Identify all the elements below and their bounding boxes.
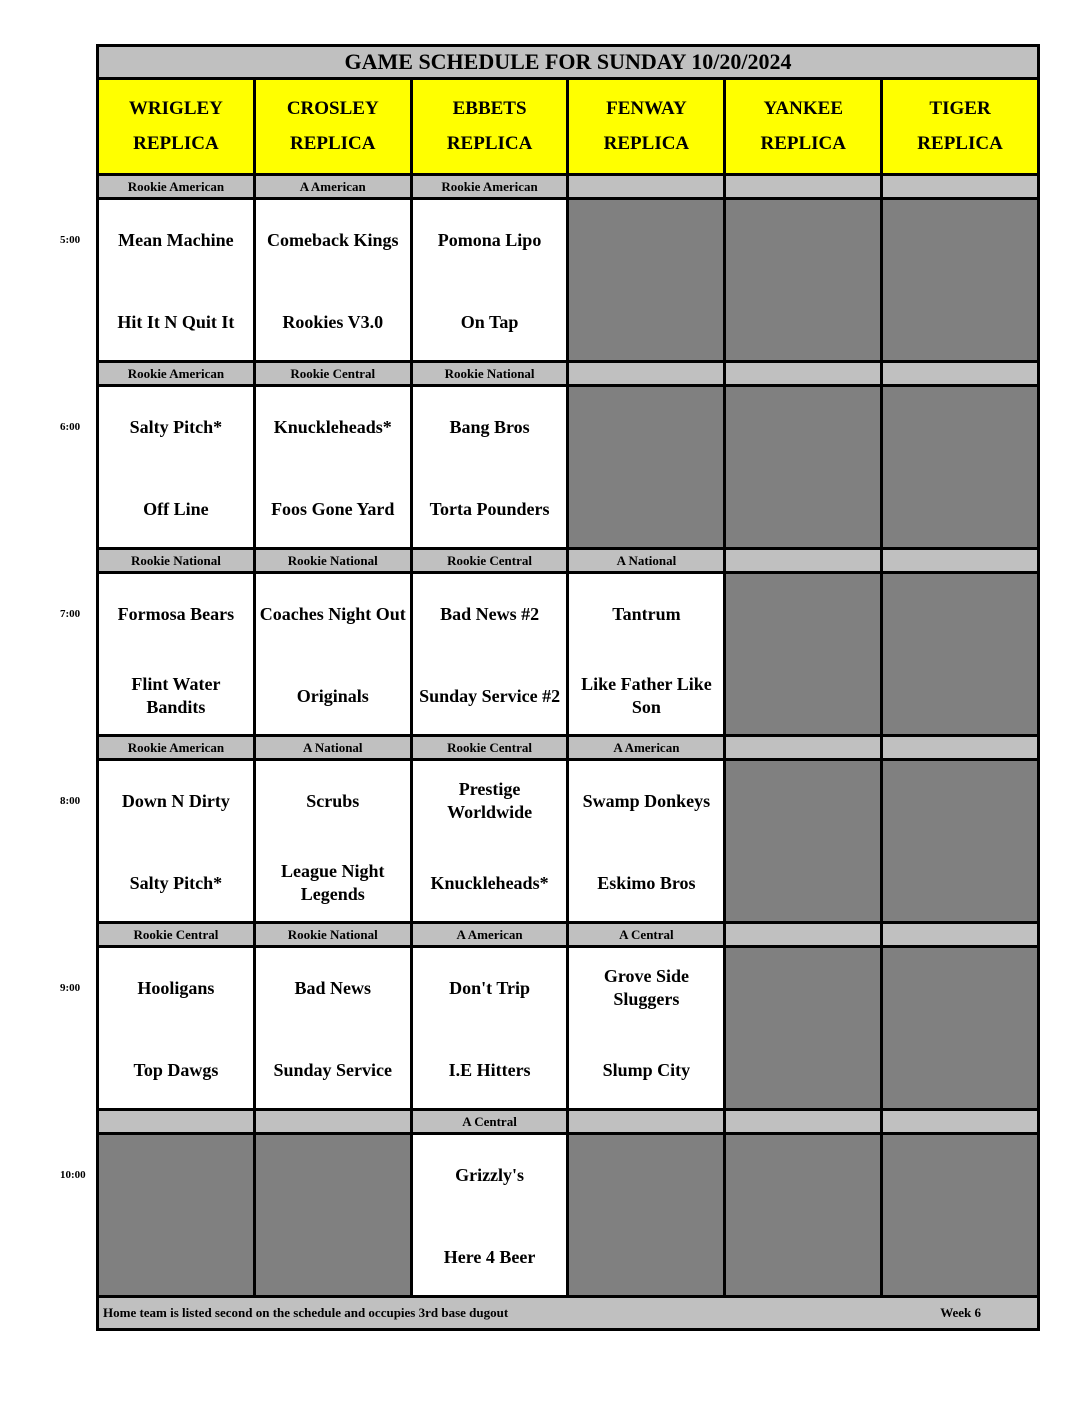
division-label [883, 363, 1037, 384]
time-slot [99, 176, 1037, 363]
division-label: Rookie National [413, 363, 570, 384]
home-team: Sunday Service #2 [419, 685, 561, 706]
field-type: REPLICA [917, 132, 1003, 154]
game-row [99, 387, 1037, 550]
division-label [569, 363, 726, 384]
game-cell [569, 574, 726, 734]
unused-field-cell [883, 761, 1037, 921]
field-header-wrigley [99, 80, 256, 173]
away-team: Tantrum [612, 603, 681, 624]
game-cell [256, 948, 413, 1108]
game-cell [99, 574, 256, 734]
game-cell [256, 761, 413, 921]
game-cell [413, 387, 570, 547]
time-label: 10:00 [60, 1169, 86, 1181]
game-cell [99, 761, 256, 921]
division-label: A Central [413, 1111, 570, 1132]
unused-field-cell [883, 574, 1037, 734]
unused-field-cell [726, 761, 883, 921]
home-team: Slump City [602, 1059, 691, 1080]
division-label: A National [569, 550, 726, 571]
away-team: Swamp Donkeys [582, 790, 711, 811]
field-name: YANKEE [763, 98, 843, 120]
division-label: A American [413, 924, 570, 945]
unused-field-cell [726, 1135, 883, 1295]
division-label: Rookie Central [256, 363, 413, 384]
game-cell [569, 761, 726, 921]
away-team: Grizzly's [455, 1164, 525, 1185]
field-type: REPLICA [446, 132, 533, 154]
division-label-row [99, 924, 1037, 948]
away-team: Don't Trip [449, 977, 530, 998]
time-slot [99, 1111, 1037, 1298]
home-team: On Tap [460, 311, 519, 332]
footer-bar [99, 1295, 1037, 1328]
field-name: FENWAY [606, 98, 687, 120]
time-slot [99, 550, 1037, 737]
away-team: Pomona Lipo [437, 229, 542, 250]
home-team: Originals [296, 685, 369, 706]
field-name: WRIGLEY [128, 98, 223, 120]
division-label: Rookie American [99, 737, 256, 758]
game-cell [99, 387, 256, 547]
game-row [99, 574, 1037, 737]
home-team: Torta Pounders [429, 498, 550, 519]
field-header-crosley [256, 80, 413, 173]
division-label [726, 1111, 883, 1132]
field-name: CROSLEY [286, 98, 379, 120]
away-team: Down N Dirty [121, 790, 230, 811]
home-team: League Night Legends [280, 861, 385, 904]
field-type: REPLICA [760, 132, 846, 154]
unused-field-cell [883, 948, 1037, 1108]
away-team: Grove Side Sluggers [603, 966, 689, 1009]
game-cell [569, 948, 726, 1108]
division-label [99, 1111, 256, 1132]
game-cell [99, 948, 256, 1108]
division-label: Rookie Central [413, 550, 570, 571]
division-label [883, 176, 1037, 197]
away-team: Scrubs [306, 790, 360, 811]
unused-field-cell [726, 948, 883, 1108]
home-team: Flint Water Bandits [131, 674, 221, 717]
field-type: REPLICA [603, 132, 690, 154]
unused-field-cell [883, 1135, 1037, 1295]
time-label: 7:00 [60, 608, 81, 620]
home-team: Top Dawgs [133, 1059, 219, 1080]
division-label: A American [256, 176, 413, 197]
division-label [726, 176, 883, 197]
home-team: Eskimo Bros [597, 872, 696, 893]
home-team: Off Line [143, 498, 209, 519]
game-cell [256, 574, 413, 734]
home-team: Like Father Like Son [581, 674, 712, 717]
division-label [726, 924, 883, 945]
game-cell [413, 761, 570, 921]
field-type: REPLICA [289, 132, 376, 154]
away-team: Mean Machine [118, 229, 234, 250]
division-label [569, 1111, 726, 1132]
time-column [0, 0, 96, 1408]
field-header-yankee [726, 80, 883, 173]
unused-field-cell [569, 1135, 726, 1295]
time-slot [99, 924, 1037, 1111]
time-label: 9:00 [60, 982, 81, 994]
schedule-sheet [96, 44, 1040, 1331]
time-label: 6:00 [60, 421, 81, 433]
division-label [256, 1111, 413, 1132]
game-cell [256, 200, 413, 360]
away-team: Bad News #2 [440, 603, 540, 624]
unused-field-cell [726, 574, 883, 734]
division-label: Rookie National [256, 924, 413, 945]
division-label [883, 550, 1037, 571]
division-label: Rookie American [99, 363, 256, 384]
game-row [99, 200, 1037, 363]
away-team: Salty Pitch* [129, 416, 223, 437]
division-label [883, 1111, 1037, 1132]
division-label [883, 924, 1037, 945]
field-header-fenway [569, 80, 726, 173]
time-slot [99, 737, 1037, 924]
away-team: Bad News [294, 977, 371, 998]
division-label: Rookie National [99, 550, 256, 571]
home-team: Foos Gone Yard [271, 498, 395, 519]
schedule-title: GAME SCHEDULE FOR SUNDAY 10/20/2024 [99, 47, 1037, 80]
division-label: A Central [569, 924, 726, 945]
home-team: Hit It N Quit It [117, 311, 235, 332]
division-label [726, 550, 883, 571]
unused-field-cell [569, 387, 726, 547]
game-cell [413, 200, 570, 360]
unused-field-cell [883, 387, 1037, 547]
home-team: Sunday Service [273, 1059, 392, 1080]
division-label: Rookie American [413, 176, 570, 197]
game-cell [256, 387, 413, 547]
division-label [883, 737, 1037, 758]
field-header-tiger [883, 80, 1037, 173]
away-team: Knuckleheads* [273, 416, 392, 437]
field-name: EBBETS [452, 98, 527, 120]
division-label: Rookie Central [99, 924, 256, 945]
time-label: 5:00 [60, 234, 81, 246]
division-label: Rookie Central [413, 737, 570, 758]
week-label: Week 6 [940, 1305, 981, 1320]
home-team: Rookies V3.0 [282, 311, 384, 332]
unused-field-cell [569, 200, 726, 360]
game-row [99, 761, 1037, 924]
game-cell [413, 1135, 570, 1295]
home-team: I.E Hitters [448, 1059, 531, 1080]
away-team: Hooligans [137, 977, 215, 998]
time-slot [99, 363, 1037, 550]
game-cell [99, 200, 256, 360]
division-label-row [99, 176, 1037, 200]
unused-field-cell [99, 1135, 256, 1295]
home-team: Here 4 Beer [443, 1246, 536, 1267]
division-label [726, 363, 883, 384]
game-cell [413, 948, 570, 1108]
game-row [99, 948, 1037, 1111]
division-label: A National [256, 737, 413, 758]
field-header-row [99, 80, 1037, 176]
division-label-row [99, 1111, 1037, 1135]
division-label-row [99, 737, 1037, 761]
field-name: TIGER [929, 98, 991, 120]
unused-field-cell [256, 1135, 413, 1295]
division-label: A American [569, 737, 726, 758]
game-cell [413, 574, 570, 734]
division-label: Rookie American [99, 176, 256, 197]
division-label-row [99, 363, 1037, 387]
home-team-note: Home team is listed second on the schedule and occupies 3rd base dugout [103, 1305, 509, 1320]
away-team: Comeback Kings [266, 229, 399, 250]
unused-field-cell [726, 200, 883, 360]
field-header-ebbets [413, 80, 570, 173]
away-team: Prestige Worldwide [447, 779, 533, 822]
home-team: Knuckleheads* [430, 872, 549, 893]
away-team: Formosa Bears [117, 603, 235, 624]
unused-field-cell [883, 200, 1037, 360]
game-row [99, 1135, 1037, 1298]
division-label [726, 737, 883, 758]
division-label [569, 176, 726, 197]
home-team: Salty Pitch* [129, 872, 223, 893]
division-label: Rookie National [256, 550, 413, 571]
away-team: Bang Bros [449, 416, 530, 437]
away-team: Coaches Night Out [259, 603, 406, 624]
division-label-row [99, 550, 1037, 574]
field-type: REPLICA [133, 132, 219, 154]
time-label: 8:00 [60, 795, 81, 807]
unused-field-cell [726, 387, 883, 547]
